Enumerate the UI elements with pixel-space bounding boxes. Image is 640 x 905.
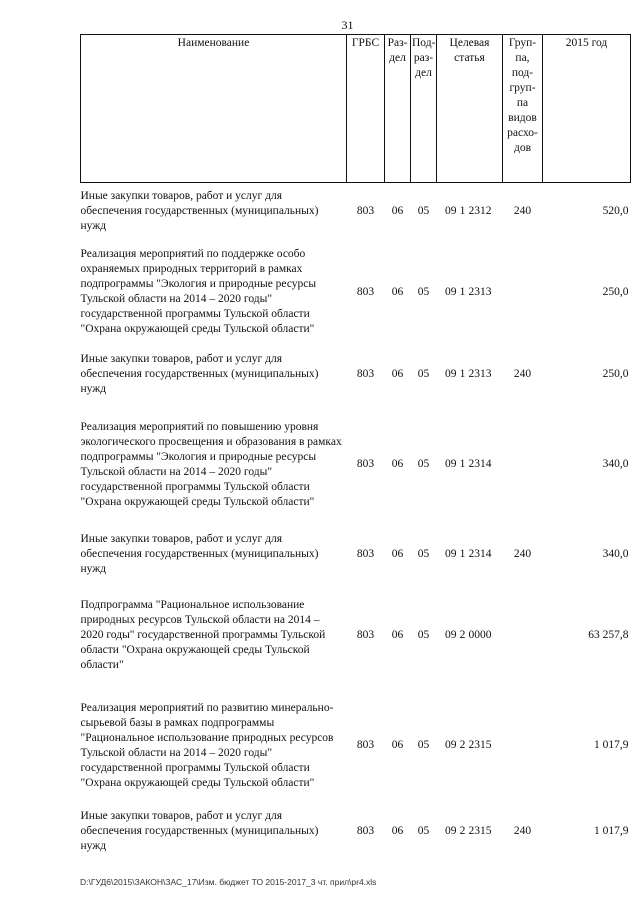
row-grbs: 803 — [356, 739, 375, 751]
target-code: 2312 — [468, 205, 492, 218]
row-grbs: 803 — [356, 458, 375, 470]
row-amount: 520,0 — [602, 205, 629, 218]
row-podrazdel: 05 — [417, 205, 430, 218]
row-target — [437, 241, 503, 344]
target-subprogram: 1 — [459, 285, 466, 298]
row-razdel: 06 — [391, 458, 404, 470]
row-razdel: 06 — [391, 548, 404, 560]
row-target — [437, 183, 503, 241]
target-code: 2315 — [468, 739, 492, 751]
target-subprogram: 2 — [459, 629, 466, 641]
row-expense-group: 240 — [513, 205, 532, 218]
target-code: 2313 — [468, 285, 492, 298]
row-podrazdel: 05 — [417, 368, 430, 380]
row-name: Подпрограмма "Рациональное использование природных ресурсов Тульской области на 2014 – 2020 годы" государственной программы Тульской области "Охрана окружающей среды Тульской области" — [80, 599, 326, 671]
target-program: 09 — [445, 368, 457, 380]
row-amount: 250,0 — [602, 285, 629, 298]
target-subprogram: 2 — [459, 739, 466, 751]
row-name: Реализация мероприятий по развитию минерально-сырьевой базы в рамках подпрограммы "Рациональное использование природных ресурсов Тульской области на 2014 – 2020 годы" государственной программы Тульской области "Охрана окружающей среды Тульской области" — [80, 701, 334, 789]
header-grbs: ГРБС — [347, 35, 385, 183]
row-grbs: 803 — [356, 629, 375, 641]
budget-table-wrapper — [80, 34, 630, 858]
row-podrazdel: 05 — [417, 825, 430, 837]
row-name: Иные закупки товаров, работ и услуг для обеспечения государственных (муниципальных) нужд — [80, 190, 319, 233]
header-target: Целевая статья — [437, 35, 503, 183]
row-name: Реализация мероприятий по повышению уровня экологического просвещения и образования в рамках подпрограммы "Экология и природные ресурсы Тульской области на 2014 – 2020 годы" государственной программы Тульской области "Охрана окружающей среды Тульской области" — [80, 420, 342, 508]
row-podrazdel: 05 — [417, 548, 430, 560]
row-name: Реализация мероприятий по поддержке особо охраняемых природных территорий в рамках подпрограммы "Экология и природные ресурсы Тульской области на 2014 – 2020 годы" государственной программы Тульской области "Охрана окружающей среды Тульской области" — [80, 248, 317, 335]
row-grbs: 803 — [356, 368, 375, 380]
row-grbs: 803 — [356, 825, 375, 837]
target-subprogram: 1 — [459, 205, 466, 218]
target-code: 2313 — [468, 368, 492, 380]
row-amount: 1 017,9 — [594, 739, 629, 751]
file-path-footer: D:\ГУД6\2015\ЗАКОН\ЗАС_17\Изм. бюджет ТО 2015-2017_3 чт. прил\pr4.xls — [80, 877, 377, 887]
row-target — [437, 586, 503, 686]
row-name: Иные закупки товаров, работ и услуг для обеспечения государственных (муниципальных) нужд — [80, 810, 319, 852]
row-podrazdel: 05 — [417, 285, 430, 298]
row-amount: 63 257,8 — [588, 629, 629, 641]
row-amount: 1 017,9 — [594, 825, 629, 837]
row-expense-group — [503, 686, 543, 806]
table-row — [81, 586, 631, 686]
target-code: 0000 — [468, 629, 492, 641]
row-expense-group — [503, 586, 543, 686]
header-podrazdel: Под- раз- дел — [411, 35, 437, 183]
row-expense-group: 240 — [513, 548, 532, 560]
row-amount: 340,0 — [602, 458, 629, 470]
table-row — [81, 524, 631, 586]
row-podrazdel: 05 — [417, 739, 430, 751]
target-code: 2315 — [468, 825, 492, 837]
row-target — [437, 406, 503, 524]
target-subprogram: 1 — [459, 548, 466, 560]
row-expense-group — [503, 406, 543, 524]
table-row — [81, 241, 631, 344]
header-expense-group: Груп- па, под- груп- па видов расхо- дов — [503, 35, 543, 183]
table-row — [81, 406, 631, 524]
target-subprogram: 2 — [459, 825, 466, 837]
row-razdel: 06 — [391, 825, 404, 837]
target-program: 09 — [445, 205, 457, 218]
page-number: 31 — [341, 18, 354, 32]
row-expense-group — [503, 241, 543, 344]
target-program: 09 — [445, 739, 457, 751]
target-code: 2314 — [468, 458, 492, 470]
header-razdel: Раз- дел — [385, 35, 411, 183]
target-program: 09 — [445, 548, 457, 560]
row-target — [437, 524, 503, 586]
row-expense-group: 240 — [513, 368, 532, 380]
row-expense-group: 240 — [513, 825, 532, 837]
target-program: 09 — [445, 629, 457, 641]
header-year: 2015 год — [543, 35, 631, 183]
target-program: 09 — [445, 458, 457, 470]
target-subprogram: 1 — [459, 368, 466, 380]
row-podrazdel: 05 — [417, 629, 430, 641]
row-razdel: 06 — [391, 368, 404, 380]
row-name: Иные закупки товаров, работ и услуг для обеспечения государственных (муниципальных) нужд — [80, 533, 319, 575]
row-razdel: 06 — [391, 205, 404, 218]
row-podrazdel: 05 — [417, 458, 430, 470]
row-target — [437, 806, 503, 858]
row-razdel: 06 — [391, 285, 404, 298]
row-razdel: 06 — [391, 739, 404, 751]
row-target — [437, 344, 503, 406]
table-row — [81, 344, 631, 406]
row-grbs: 803 — [356, 205, 375, 218]
table-row — [81, 183, 631, 241]
row-amount: 250,0 — [602, 368, 629, 380]
budget-table — [80, 34, 631, 858]
target-subprogram: 1 — [459, 458, 466, 470]
target-program: 09 — [445, 825, 457, 837]
target-code: 2314 — [468, 548, 492, 560]
row-grbs: 803 — [356, 285, 375, 298]
table-row — [81, 806, 631, 858]
row-grbs: 803 — [356, 548, 375, 560]
row-amount: 340,0 — [602, 548, 629, 560]
row-razdel: 06 — [391, 629, 404, 641]
table-body — [81, 183, 631, 858]
row-target — [437, 686, 503, 806]
table-row — [81, 686, 631, 806]
table-header — [81, 35, 631, 183]
target-program: 09 — [445, 285, 457, 298]
row-name: Иные закупки товаров, работ и услуг для обеспечения государственных (муниципальных) нужд — [80, 353, 319, 395]
header-name: Наименование — [81, 35, 347, 183]
